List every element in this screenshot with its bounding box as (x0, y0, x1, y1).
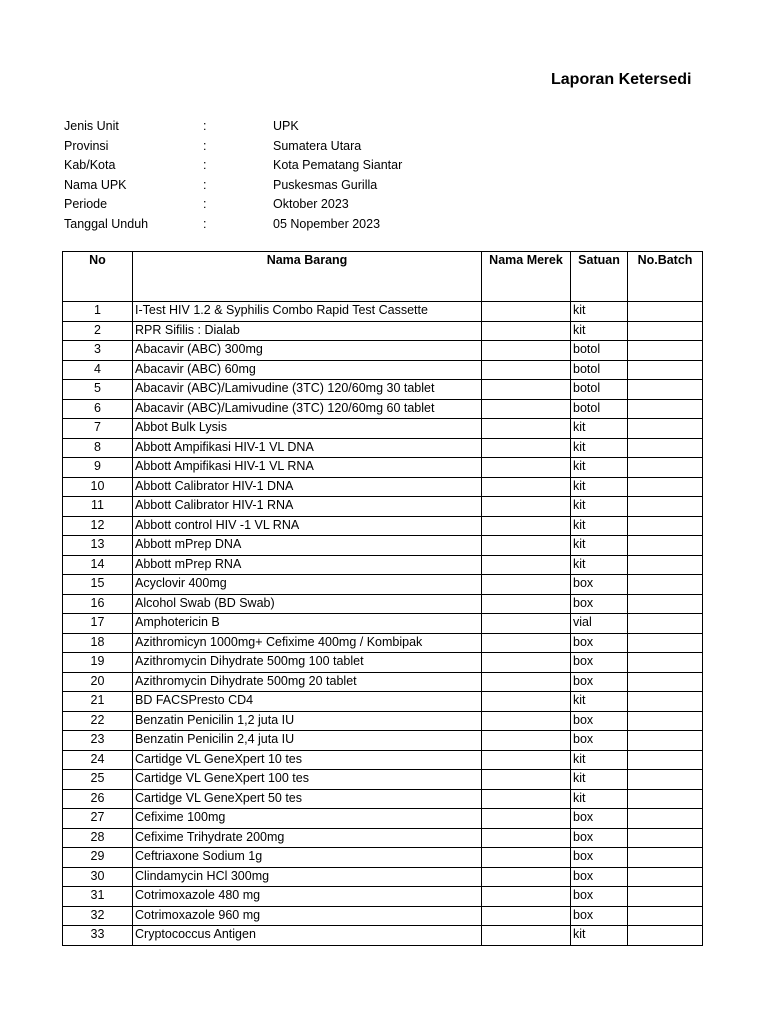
cell-nama-merek (482, 575, 571, 595)
cell-nama-barang: Benzatin Penicilin 1,2 juta IU (133, 711, 482, 731)
table-row (63, 438, 703, 458)
cell-no-batch (628, 711, 703, 731)
table-row (63, 867, 703, 887)
cell-nama-merek (482, 497, 571, 517)
cell-no: 4 (63, 360, 133, 380)
cell-nama-barang: Cartidge VL GeneXpert 50 tes (133, 789, 482, 809)
cell-no-batch (628, 692, 703, 712)
cell-nama-merek (482, 555, 571, 575)
cell-no: 31 (63, 887, 133, 907)
table-row (63, 887, 703, 907)
cell-nama-barang: Abbott Ampifikasi HIV-1 VL DNA (133, 438, 482, 458)
cell-no-batch (628, 926, 703, 946)
cell-nama-merek (482, 536, 571, 556)
cell-nama-merek (482, 360, 571, 380)
table-row (63, 848, 703, 868)
cell-no-batch (628, 887, 703, 907)
cell-no-batch (628, 848, 703, 868)
cell-nama-merek (482, 380, 571, 400)
cell-nama-merek (482, 399, 571, 419)
cell-nama-barang: Azithromycin Dihydrate 500mg 20 tablet (133, 672, 482, 692)
cell-nama-barang: Abbot Bulk Lysis (133, 419, 482, 439)
cell-satuan: box (571, 906, 628, 926)
cell-no-batch (628, 575, 703, 595)
table-row (63, 321, 703, 341)
cell-nama-barang: RPR Sifilis : Dialab (133, 321, 482, 341)
table-row (63, 828, 703, 848)
cell-no: 11 (63, 497, 133, 517)
cell-satuan: botol (571, 360, 628, 380)
table-row (63, 360, 703, 380)
cell-satuan: kit (571, 692, 628, 712)
cell-nama-barang: Cefixime Trihydrate 200mg (133, 828, 482, 848)
cell-nama-barang: Azithromicyn 1000mg+ Cefixime 400mg / Kombipak (133, 633, 482, 653)
cell-nama-merek (482, 906, 571, 926)
cell-nama-merek (482, 438, 571, 458)
table-row (63, 302, 703, 322)
cell-no: 12 (63, 516, 133, 536)
cell-nama-merek (482, 828, 571, 848)
cell-satuan: kit (571, 321, 628, 341)
cell-satuan: kit (571, 419, 628, 439)
meta-row (64, 176, 402, 196)
cell-nama-merek (482, 594, 571, 614)
cell-nama-barang: Abbott Calibrator HIV-1 RNA (133, 497, 482, 517)
cell-no-batch (628, 321, 703, 341)
cell-no: 24 (63, 750, 133, 770)
meta-label: Provinsi (64, 138, 109, 153)
cell-no: 32 (63, 906, 133, 926)
cell-no: 33 (63, 926, 133, 946)
cell-no: 21 (63, 692, 133, 712)
cell-nama-merek (482, 789, 571, 809)
cell-nama-merek (482, 809, 571, 829)
header-satuan: Satuan (571, 252, 628, 302)
table-row (63, 770, 703, 790)
cell-nama-merek (482, 302, 571, 322)
table-row (63, 809, 703, 829)
cell-nama-merek (482, 770, 571, 790)
table-row (63, 926, 703, 946)
cell-nama-barang: Amphotericin B (133, 614, 482, 634)
header-nama-merek: Nama Merek (482, 252, 571, 302)
table-row (63, 575, 703, 595)
cell-no-batch (628, 614, 703, 634)
cell-satuan: kit (571, 302, 628, 322)
cell-nama-barang: Alcohol Swab (BD Swab) (133, 594, 482, 614)
cell-nama-barang: Abbott mPrep DNA (133, 536, 482, 556)
cell-satuan: box (571, 594, 628, 614)
table-row (63, 653, 703, 673)
cell-satuan: kit (571, 536, 628, 556)
cell-nama-barang: Benzatin Penicilin 2,4 juta IU (133, 731, 482, 751)
cell-satuan: botol (571, 341, 628, 361)
cell-satuan: vial (571, 614, 628, 634)
meta-value: UPK (273, 119, 299, 133)
cell-satuan: kit (571, 477, 628, 497)
cell-satuan: box (571, 809, 628, 829)
cell-no: 17 (63, 614, 133, 634)
cell-no: 2 (63, 321, 133, 341)
cell-satuan: kit (571, 516, 628, 536)
cell-no: 7 (63, 419, 133, 439)
cell-satuan: box (571, 867, 628, 887)
cell-satuan: box (571, 711, 628, 731)
table-row (63, 750, 703, 770)
meta-value: Kota Pematang Siantar (273, 158, 403, 172)
cell-no: 22 (63, 711, 133, 731)
meta-colon: : (203, 158, 207, 172)
meta-label: Jenis Unit (64, 119, 119, 133)
report-title: Laporan Ketersedi (551, 71, 692, 88)
cell-nama-barang: Abacavir (ABC) 60mg (133, 360, 482, 380)
header-nama-barang: Nama Barang (133, 252, 482, 302)
cell-nama-merek (482, 633, 571, 653)
cell-nama-barang: Ceftriaxone Sodium 1g (133, 848, 482, 868)
cell-nama-merek (482, 711, 571, 731)
table-row (63, 497, 703, 517)
cell-no-batch (628, 594, 703, 614)
cell-no-batch (628, 341, 703, 361)
cell-nama-merek (482, 731, 571, 751)
cell-nama-merek (482, 477, 571, 497)
table-row (63, 458, 703, 478)
cell-no: 25 (63, 770, 133, 790)
cell-nama-barang: Abbott Calibrator HIV-1 DNA (133, 477, 482, 497)
cell-nama-merek (482, 867, 571, 887)
meta-row (64, 137, 402, 157)
table-row (63, 419, 703, 439)
cell-no: 23 (63, 731, 133, 751)
meta-value: Oktober 2023 (273, 197, 349, 211)
cell-no: 16 (63, 594, 133, 614)
cell-no-batch (628, 516, 703, 536)
meta-label: Periode (64, 197, 108, 211)
cell-no-batch (628, 672, 703, 692)
cell-no: 14 (63, 555, 133, 575)
cell-no-batch (628, 497, 703, 517)
cell-no-batch (628, 867, 703, 887)
cell-no-batch (628, 555, 703, 575)
cell-no: 8 (63, 438, 133, 458)
cell-nama-merek (482, 458, 571, 478)
cell-no: 26 (63, 789, 133, 809)
cell-nama-barang: Cefixime 100mg (133, 809, 482, 829)
cell-satuan: botol (571, 399, 628, 419)
cell-nama-barang: Cotrimoxazole 960 mg (133, 906, 482, 926)
cell-satuan: box (571, 848, 628, 868)
meta-row (64, 156, 402, 176)
meta-colon: : (203, 138, 207, 153)
cell-satuan: box (571, 633, 628, 653)
cell-no-batch (628, 731, 703, 751)
cell-nama-barang: Cotrimoxazole 480 mg (133, 887, 482, 907)
table-row (63, 399, 703, 419)
cell-nama-barang: Abacavir (ABC)/Lamivudine (3TC) 120/60mg 30 tablet (133, 380, 482, 400)
cell-no: 29 (63, 848, 133, 868)
cell-nama-barang: I-Test HIV 1.2 & Syphilis Combo Rapid Test Cassette (133, 302, 482, 322)
cell-no-batch (628, 789, 703, 809)
cell-nama-merek (482, 672, 571, 692)
cell-nama-merek (482, 321, 571, 341)
cell-nama-barang: Abacavir (ABC)/Lamivudine (3TC) 120/60mg 60 tablet (133, 399, 482, 419)
meta-value: 05 Nopember 2023 (273, 216, 381, 231)
cell-nama-merek (482, 887, 571, 907)
cell-no: 9 (63, 458, 133, 478)
cell-nama-merek (482, 653, 571, 673)
cell-no-batch (628, 809, 703, 829)
meta-colon: : (203, 216, 207, 231)
meta-label: Tanggal Unduh (64, 216, 149, 231)
cell-satuan: kit (571, 458, 628, 478)
cell-nama-merek (482, 848, 571, 868)
cell-nama-barang: Abacavir (ABC) 300mg (133, 341, 482, 361)
meta-row (64, 117, 402, 137)
cell-nama-barang: BD FACSPresto CD4 (133, 692, 482, 712)
cell-satuan: kit (571, 926, 628, 946)
cell-no-batch (628, 438, 703, 458)
cell-satuan: kit (571, 555, 628, 575)
table-row (63, 633, 703, 653)
cell-no-batch (628, 633, 703, 653)
cell-nama-barang: Cartidge VL GeneXpert 100 tes (133, 770, 482, 790)
cell-satuan: box (571, 575, 628, 595)
cell-nama-barang: Acyclovir 400mg (133, 575, 482, 595)
meta-row (64, 195, 402, 215)
cell-no-batch (628, 653, 703, 673)
cell-nama-barang: Cartidge VL GeneXpert 10 tes (133, 750, 482, 770)
meta-colon: : (203, 197, 207, 211)
cell-satuan: kit (571, 438, 628, 458)
table-row (63, 536, 703, 556)
table-row (63, 731, 703, 751)
cell-nama-barang: Abbott Ampifikasi HIV-1 VL RNA (133, 458, 482, 478)
report-meta (64, 117, 402, 234)
table-row (63, 477, 703, 497)
cell-no-batch (628, 770, 703, 790)
meta-label: Kab/Kota (64, 158, 116, 172)
cell-no: 5 (63, 380, 133, 400)
meta-row (64, 215, 402, 235)
cell-no: 27 (63, 809, 133, 829)
cell-no-batch (628, 906, 703, 926)
cell-nama-merek (482, 614, 571, 634)
table-row (63, 711, 703, 731)
table-header-row (63, 252, 703, 302)
cell-nama-merek (482, 750, 571, 770)
cell-satuan: box (571, 653, 628, 673)
cell-nama-merek (482, 926, 571, 946)
meta-value: Sumatera Utara (273, 138, 362, 153)
meta-colon: : (203, 119, 207, 133)
cell-no: 13 (63, 536, 133, 556)
meta-colon: : (203, 177, 207, 192)
cell-satuan: kit (571, 789, 628, 809)
cell-nama-merek (482, 692, 571, 712)
table-row (63, 341, 703, 361)
cell-no: 10 (63, 477, 133, 497)
table-row (63, 906, 703, 926)
cell-nama-barang: Abbott control HIV -1 VL RNA (133, 516, 482, 536)
table-row (63, 789, 703, 809)
cell-satuan: box (571, 828, 628, 848)
cell-satuan: kit (571, 750, 628, 770)
items-table (62, 251, 703, 946)
cell-no-batch (628, 399, 703, 419)
cell-no-batch (628, 477, 703, 497)
header-no-batch: No.Batch (628, 252, 703, 302)
cell-nama-barang: Abbott mPrep RNA (133, 555, 482, 575)
table-row (63, 692, 703, 712)
cell-satuan: box (571, 672, 628, 692)
cell-no-batch (628, 458, 703, 478)
cell-no: 18 (63, 633, 133, 653)
cell-satuan: kit (571, 497, 628, 517)
cell-no-batch (628, 360, 703, 380)
table-row (63, 555, 703, 575)
cell-nama-merek (482, 516, 571, 536)
cell-satuan: box (571, 887, 628, 907)
cell-no-batch (628, 419, 703, 439)
table-row (63, 594, 703, 614)
meta-label: Nama UPK (64, 177, 127, 192)
cell-no: 3 (63, 341, 133, 361)
cell-no: 1 (63, 302, 133, 322)
table-row (63, 672, 703, 692)
cell-satuan: botol (571, 380, 628, 400)
cell-nama-barang: Clindamycin HCl 300mg (133, 867, 482, 887)
cell-nama-merek (482, 341, 571, 361)
cell-nama-merek (482, 419, 571, 439)
cell-no-batch (628, 536, 703, 556)
cell-satuan: kit (571, 770, 628, 790)
table-row (63, 380, 703, 400)
table-row (63, 614, 703, 634)
meta-value: Puskesmas Gurilla (273, 177, 378, 192)
cell-no: 19 (63, 653, 133, 673)
cell-no-batch (628, 828, 703, 848)
cell-no-batch (628, 750, 703, 770)
cell-no-batch (628, 302, 703, 322)
cell-no: 28 (63, 828, 133, 848)
cell-satuan: box (571, 731, 628, 751)
cell-nama-barang: Azithromycin Dihydrate 500mg 100 tablet (133, 653, 482, 673)
cell-no: 20 (63, 672, 133, 692)
cell-no: 30 (63, 867, 133, 887)
cell-nama-barang: Cryptococcus Antigen (133, 926, 482, 946)
header-no: No (63, 252, 133, 302)
cell-no: 15 (63, 575, 133, 595)
cell-no-batch (628, 380, 703, 400)
cell-no: 6 (63, 399, 133, 419)
table-row (63, 516, 703, 536)
